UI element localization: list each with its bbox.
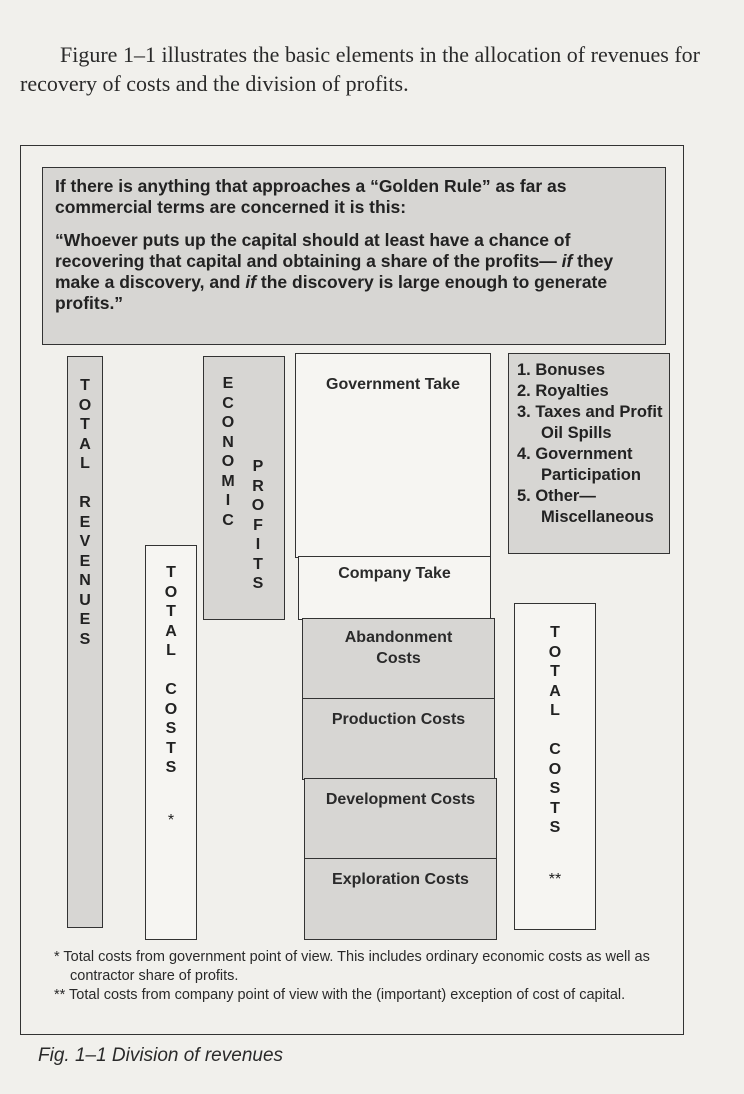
vertical-letter: E xyxy=(222,375,234,392)
production-costs-label: Production Costs xyxy=(331,711,466,728)
company-take-label: Company Take xyxy=(338,565,451,582)
figure-caption: Fig. 1–1 Division of revenues xyxy=(38,1045,284,1066)
vertical-letter: C xyxy=(222,394,234,412)
vertical-letter: A xyxy=(549,682,561,700)
company-costs-double-asterisk: ** xyxy=(548,871,562,888)
total-costs-company-label xyxy=(514,623,596,838)
vertical-letter: R xyxy=(252,477,264,495)
government-take-item: 3. Taxes and Profit Oil Spills xyxy=(517,403,663,442)
vertical-letter: T xyxy=(550,663,560,680)
vertical-letter: L xyxy=(550,702,560,719)
vertical-letter: T xyxy=(253,555,263,573)
exploration-costs-cell xyxy=(304,858,497,940)
vertical-letter: L xyxy=(80,455,90,472)
exploration-costs-label: Exploration Costs xyxy=(332,871,469,888)
vertical-letter: S xyxy=(165,720,177,737)
vertical-letter: T xyxy=(166,739,176,757)
government-take-item: 5. Other— Miscellaneous xyxy=(517,487,654,526)
vertical-letter: E xyxy=(79,552,91,570)
vertical-letter: V xyxy=(79,533,91,550)
vertical-letter: O xyxy=(548,643,562,661)
abandonment-costs-label: Abandonment Costs xyxy=(344,629,453,667)
vertical-letter: O xyxy=(78,396,92,414)
government-take-item: 2. Royalties xyxy=(517,382,609,400)
vertical-letter: T xyxy=(550,624,560,641)
vertical-letter: O xyxy=(221,453,235,470)
vertical-letter: T xyxy=(166,564,176,581)
total-costs-government-label xyxy=(145,563,197,778)
vertical-letter: P xyxy=(252,458,264,475)
vertical-letter: C xyxy=(165,681,177,698)
vertical-letter: R xyxy=(79,494,91,511)
abandonment-costs-cell xyxy=(302,618,495,700)
vertical-letter: S xyxy=(79,630,91,648)
vertical-letter: S xyxy=(549,780,561,797)
vertical-letter: I xyxy=(255,536,261,553)
vertical-letter: O xyxy=(221,414,235,431)
golden-rule-quote xyxy=(55,230,651,314)
golden-rule-quote-part: they make a discovery, and xyxy=(55,251,614,292)
footnotes xyxy=(48,948,678,1005)
vertical-letter: S xyxy=(252,575,264,592)
vertical-letter: U xyxy=(79,591,91,609)
government-take-item: 1. Bonuses xyxy=(517,361,606,379)
vertical-letter: I xyxy=(225,492,231,509)
golden-rule-quote-part: “Whoever puts up the capital should at least have a chance of recovering that capital and obtaining a share of the profits— xyxy=(55,230,571,271)
golden-rule-quote-part: the discovery is large enough to generate profits.” xyxy=(55,272,608,313)
production-costs-cell xyxy=(302,698,495,780)
vertical-letter: E xyxy=(79,611,91,628)
vertical-letter: F xyxy=(253,516,263,534)
vertical-letter: S xyxy=(165,759,177,776)
vertical-letter: T xyxy=(80,377,90,394)
government-take-label: Government Take xyxy=(326,376,460,393)
golden-rule-intro: If there is anything that approaches a “Golden Rule” as far as commercial terms are concerned it is this: xyxy=(55,176,567,217)
vertical-letter: E xyxy=(79,513,91,531)
vertical-letter: L xyxy=(166,642,176,659)
vertical-letter: C xyxy=(549,741,561,758)
government-costs-asterisk: * xyxy=(167,812,175,829)
vertical-letter: A xyxy=(165,622,177,640)
vertical-letter: T xyxy=(166,603,176,620)
vertical-letter: O xyxy=(251,497,265,514)
vertical-letter: C xyxy=(222,511,234,529)
footnote-company: ** Total costs from company point of view with the (important) exception of cost of capital. xyxy=(54,987,626,1003)
development-costs-label: Development Costs xyxy=(325,791,476,808)
golden-rule-box xyxy=(42,167,666,345)
profits-label xyxy=(243,457,273,594)
vertical-letter: O xyxy=(164,583,178,601)
vertical-letter: S xyxy=(549,819,561,836)
footnote-government: * Total costs from government point of view. This includes ordinary economic costs as well as contractor share of profits. xyxy=(54,949,650,984)
golden-rule-if: if xyxy=(245,272,257,292)
company-take-cell xyxy=(298,556,491,620)
vertical-letter: O xyxy=(548,760,562,778)
vertical-letter: T xyxy=(80,416,90,433)
government-take-cell xyxy=(295,353,491,558)
government-take-item: 4. Government Participation xyxy=(517,445,641,484)
total-revenues-label xyxy=(67,376,103,649)
vertical-letter: M xyxy=(221,472,235,490)
vertical-letter: A xyxy=(79,435,91,453)
intro-paragraph: Figure 1–1 illustrates the basic elements in the allocation of revenues for recovery of costs and the division of profits. xyxy=(20,42,700,96)
development-costs-cell xyxy=(304,778,497,860)
vertical-letter: T xyxy=(550,799,560,817)
golden-rule-if: if xyxy=(561,251,573,271)
vertical-letter: O xyxy=(164,700,178,718)
vertical-letter: N xyxy=(79,572,91,589)
vertical-letter: N xyxy=(222,433,234,451)
economic-label xyxy=(213,374,243,530)
government-take-components xyxy=(508,353,670,554)
